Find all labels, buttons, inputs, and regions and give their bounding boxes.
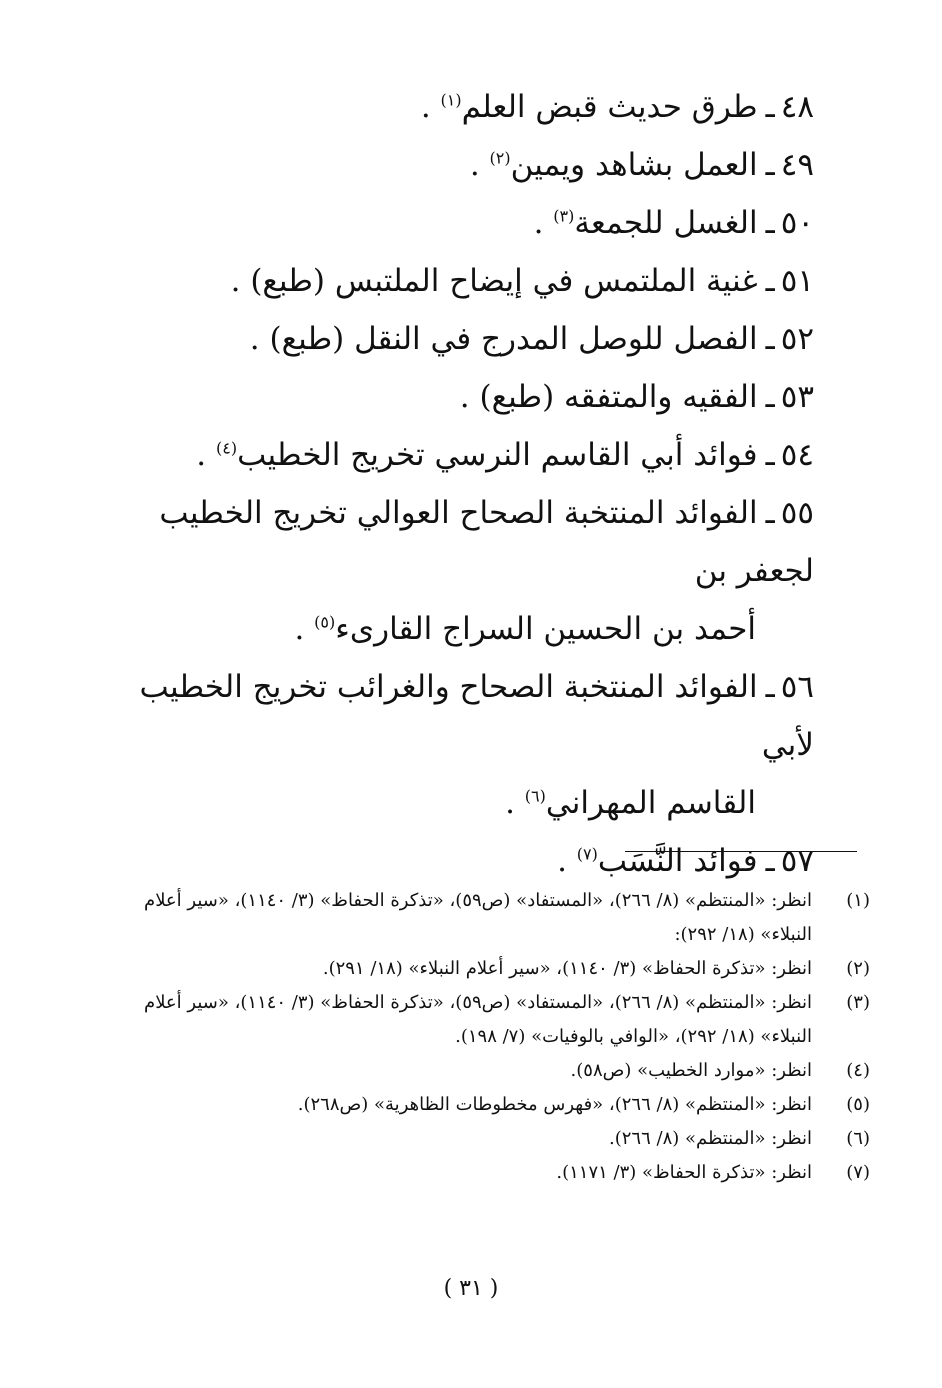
footnote-text: انظر: «المنتظم» (٨/ ٢٦٦)، «المستفاد» (ص٥٩)، «تذكرة الحفاظ» (٣/ ١١٤٠)، «سير أعلام النبلاء» (١٨/ ٢٩٢)، «الوافي بالوفيات» (٧/ ١٩٨). [144, 992, 812, 1047]
footnote-ref: (٣) [553, 206, 575, 226]
entry-title: العمل بشاهد ويمين [510, 147, 758, 183]
entry-number: ٤٩ [780, 147, 814, 183]
entry-end: . [557, 843, 577, 879]
footnote-number: (٦) [846, 1128, 870, 1149]
footnote-text: انظر: «موارد الخطيب» (ص٥٨). [570, 1060, 812, 1081]
footnote-ref: (١) [440, 90, 462, 110]
entry-title: الفقيه والمتفقه (طبع) [479, 379, 758, 415]
list-item: ٥٠ـالغسل للجمعة$^{(٣)}$ . [114, 194, 814, 252]
footnote-text: انظر: «المنتظم» (٨/ ٢٦٦)، «فهرس مخطوطات الظاهرية» (ص٢٦٨). [297, 1094, 812, 1115]
footnote-divider [625, 851, 857, 852]
list-item: ٤٨ـطرق حديث قبض العلم$^{(١)}$ . [114, 78, 814, 136]
footnotes-section [110, 884, 870, 1190]
footnote-number: (٣) [846, 992, 870, 1013]
entry-title: الفصل للوصل المدرج في النقل (طبع) [269, 321, 758, 357]
entry-end: . [459, 379, 480, 415]
footnote [110, 986, 870, 1054]
entry-title-continued: أحمد بن الحسين السراج القارىء [335, 611, 756, 647]
entry-end: . [196, 437, 216, 473]
list-item: ٥١ـغنية الملتمس في إيضاح الملتبس (طبع) . [114, 252, 814, 310]
list-item: ٥٢ـالفصل للوصل المدرج في النقل (طبع) . [114, 310, 814, 368]
footnote-ref: (٤) [216, 438, 238, 458]
footnote-ref: (٦) [524, 786, 546, 806]
footnote [110, 884, 870, 952]
footnote [110, 952, 870, 986]
footnote-number: (٧) [846, 1162, 870, 1183]
footnote-ref: (٢) [489, 148, 511, 168]
footnote-number: (١) [846, 890, 870, 911]
footnote [110, 1156, 870, 1190]
entry-end: . [533, 205, 554, 241]
footnote [110, 1054, 870, 1088]
footnote-text: انظر: «تذكرة الحفاظ» (٣/ ١١٤٠)، «سير أعلام النبلاء» (١٨/ ٢٩١). [322, 958, 812, 979]
list-item: ٤٩ـالعمل بشاهد ويمين$^{(٢)}$ . [114, 136, 814, 194]
entry-end: . [469, 147, 490, 183]
entry-title: فوائد النَّسَب [597, 843, 758, 879]
footnote-number: (٤) [846, 1060, 870, 1081]
footnote-text: انظر: «المنتظم» (٨/ ٢٦٦). [609, 1128, 812, 1149]
footnote-number: (٢) [846, 958, 870, 979]
footnote [110, 1088, 870, 1122]
entry-number: ٥٠ [780, 205, 814, 241]
entry-number: ٥٢ [780, 321, 814, 357]
entry-end: . [294, 611, 315, 647]
footnote-text: انظر: «المنتظم» (٨/ ٢٦٦)، «المستفاد» (ص٥٩)، «تذكرة الحفاظ» (٣/ ١١٤٠)، «سير أعلام النبلاء» (١٨/ ٢٩٢): [144, 890, 812, 945]
page-number: ( ٣١ ) [443, 1276, 499, 1301]
footnote-ref: (٧) [576, 844, 598, 864]
entry-number: ٥١ [780, 263, 814, 299]
list-item: ٥٥ـالفوائد المنتخبة الصحاح العوالي تخريج الخطيب لجعفر بن أحمد بن الحسين السراج القارىء$^{(٥)}$ . [114, 484, 814, 658]
entry-title: الفوائد المنتخبة الصحاح والغرائب تخريج الخطيب لأبي [139, 669, 814, 763]
entry-number: ٥٧ [780, 843, 814, 879]
entry-number: ٥٣ [780, 379, 814, 415]
entry-number: ٥٥ [780, 495, 814, 531]
entry-number: ٤٨ [780, 89, 814, 125]
entry-title-continued: القاسم المهراني [545, 785, 756, 821]
list-item: ٥٦ـالفوائد المنتخبة الصحاح والغرائب تخريج الخطيب لأبي القاسم المهراني$^{(٦)}$ . [114, 658, 814, 832]
entry-title: الغسل للجمعة [574, 205, 758, 241]
list-item: ٥٤ـفوائد أبي القاسم النرسي تخريج الخطيب$^{(٤)}$ . [114, 426, 814, 484]
entry-title: فوائد أبي القاسم النرسي تخريج الخطيب [237, 437, 758, 473]
footnote-text: انظر: «تذكرة الحفاظ» (٣/ ١١٧١). [556, 1162, 812, 1183]
footnote [110, 1122, 870, 1156]
entry-title: غنية الملتمس في إيضاح الملتبس (طبع) [250, 263, 758, 299]
entry-end: . [249, 321, 270, 357]
footnote-ref: (٥) [314, 612, 336, 632]
entry-end: . [505, 785, 525, 821]
entry-end: . [420, 89, 441, 125]
entry-title: طرق حديث قبض العلم [461, 89, 758, 125]
entry-number: ٥٦ [780, 669, 814, 705]
entry-number: ٥٤ [780, 437, 814, 473]
footnote-number: (٥) [846, 1094, 870, 1115]
entry-title: الفوائد المنتخبة الصحاح العوالي تخريج الخطيب لجعفر بن [159, 495, 814, 589]
list-item: ٥٣ـالفقيه والمتفقه (طبع) . [114, 368, 814, 426]
entries-list [114, 78, 814, 890]
list-item: ٥٧ـفوائد النَّسَب$^{(٧)}$ . [114, 832, 814, 890]
entry-end: . [230, 263, 251, 299]
